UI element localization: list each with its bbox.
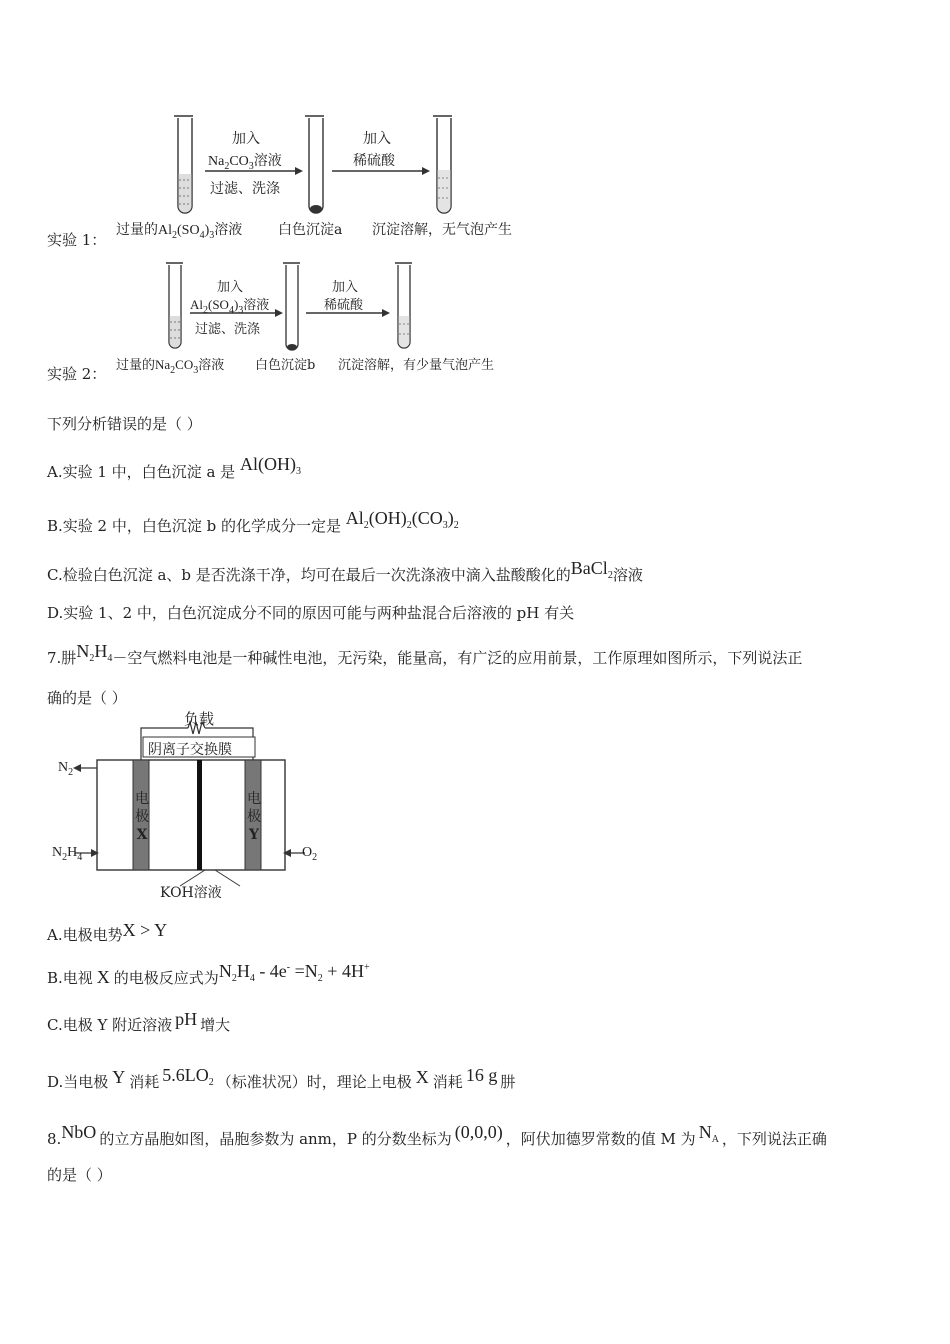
exp1-arrow1-reagent: $Na_2CO_3$溶液 xyxy=(208,154,282,172)
exp1-arrow2-reagent: 稀硫酸 xyxy=(353,153,395,169)
electrode-y-label: 电 极 Y xyxy=(247,791,261,843)
exp1-tube3-caption: 沉淀溶解，无气泡产生 xyxy=(372,222,512,238)
membrane-label: 阴离子交换膜 xyxy=(148,742,232,758)
q8-stem: 8.NbO 的立方晶胞如图，晶胞参数为 anm，P 的分数坐标为 (0,0,0) ，阿伏加德罗常数的值 M 为 $N_A$ ，下列说法正确 xyxy=(47,1122,827,1148)
load-label: 负载 xyxy=(184,710,215,728)
test-tube-4-icon xyxy=(166,263,183,348)
q8-stem-line2: 的是（ ） xyxy=(47,1166,112,1184)
exp2-arrow2-top: 加入 xyxy=(332,280,359,295)
q6-option-d: D.实验 1、2 中，白色沉淀成分不同的原因可能与两种盐混合后溶液的 pH 有关 xyxy=(47,604,575,622)
exp2-arrow1-top: 加入 xyxy=(217,280,244,295)
q6-option-b: B.实验 2 中，白色沉淀 b 的化学成分一定是 $Al_2(OH)_2(CO_3)_2$ xyxy=(47,508,459,535)
n2-label: $N_2$ xyxy=(58,760,74,778)
exp2-tube1-caption: 过量的$Na_2CO_3$溶液 xyxy=(116,357,225,376)
exp1-tube1-caption: 过量的$Al_2(SO_4)_3$溶液 xyxy=(116,223,243,241)
exp2-tube3-caption: 沉淀溶解，有少量气泡产生 xyxy=(338,358,495,373)
fuel-cell-diagram xyxy=(55,706,330,906)
exp2-arrow2-reagent: 稀硫酸 xyxy=(324,298,364,313)
exp2-label: 实验 2： xyxy=(47,365,107,383)
test-tube-1-icon xyxy=(174,116,193,213)
q7-stem: 7.肼$N_2H_4-$空气燃料电池是一种碱性电池，无污染，能量高，有广泛的应用前景，工作原理如图所示，下列说法正 xyxy=(47,641,803,667)
exp1-label: 实验 1： xyxy=(47,231,107,249)
q7-option-b: B.电视 X 的电极反应式为$N_2H_4 - 4e^- =N_2 + 4H^+$ xyxy=(47,961,370,987)
test-tube-6-icon xyxy=(395,263,412,348)
n2h4-label: $N_2H_4$ xyxy=(52,845,83,863)
q6-option-a: A.实验 1 中，白色沉淀 a 是 $Al(OH)_3$ xyxy=(47,454,301,481)
exp1-arrow1-bottom: 过滤、洗涤 xyxy=(210,181,280,197)
exp2-arrow1-reagent: $Al_2(SO_4)_3$溶液 xyxy=(190,297,270,316)
exp1-arrow1-top: 加入 xyxy=(232,131,260,147)
q6-stem: 下列分析错误的是（ ） xyxy=(47,415,202,433)
test-tube-3-icon xyxy=(433,116,452,213)
test-tube-2-icon xyxy=(305,116,324,213)
q7-stem-line2: 确的是（ ） xyxy=(47,689,127,707)
solution-label: KOH溶液 xyxy=(160,885,222,901)
q7-option-a: A.电极电势X > Y xyxy=(47,920,168,944)
exp2-diagram xyxy=(110,258,530,368)
test-tube-5-icon xyxy=(283,263,300,350)
exp2-tube2-caption: 白色沉淀b xyxy=(255,358,316,373)
electrode-x-label: 电 极 X xyxy=(135,791,149,843)
q7-option-c: C.电极 Y 附近溶液 pH 增大 xyxy=(47,1009,231,1034)
q6-option-c: C.检验白色沉淀 a、b 是否洗涤干净，均可在最后一次洗涤液中滴入盐酸酸化的BaCl$_2$溶液 xyxy=(47,558,643,584)
anion-exchange-membrane xyxy=(197,760,202,870)
exp1-tube2-caption: 白色沉淀a xyxy=(278,222,343,238)
q7-option-d: D.当电极 Y 消耗 $5.6LO_2$ （标准状况）时，理论上电极 X 消耗 16 g 肼 xyxy=(47,1065,516,1091)
exp2-arrow1-bottom: 过滤、洗涤 xyxy=(195,322,261,337)
exp1-arrow2-top: 加入 xyxy=(363,131,391,147)
o2-label: $O_2$ xyxy=(302,845,318,863)
